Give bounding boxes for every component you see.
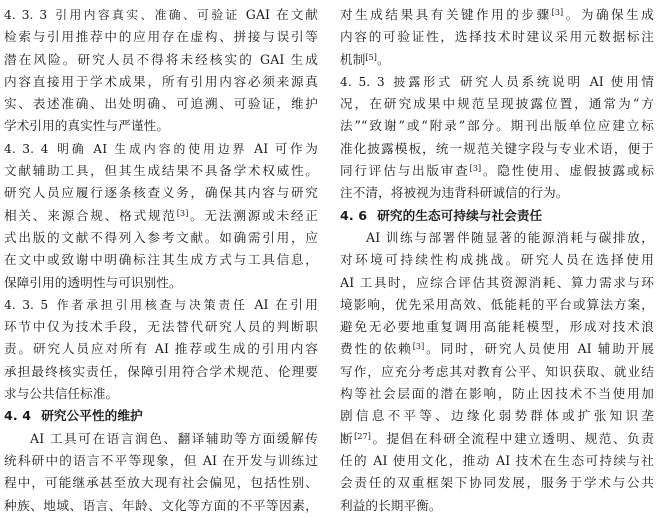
text-line: 责。研究人员应对所有 AI 推荐或生成的引用内容 xyxy=(4,341,318,357)
section-4-3-5-heading-line xyxy=(4,294,318,316)
text-line: 研究人员应履行逐条核查义务，确保其内容与研究 xyxy=(4,185,318,201)
text-line xyxy=(340,160,654,182)
text-line: 剧信息不平等、边缘化弱势群体或扩张知识垄 xyxy=(340,408,654,424)
text-fragment: 同行评估与出版审查 xyxy=(340,163,470,179)
text-line: 承担最终核实责任，保障引用符合学术规范、伦理要 xyxy=(4,363,318,379)
paragraph-text: GAI 在文献 xyxy=(245,7,318,22)
section-title: 引用内容真实、准确、可验证 xyxy=(55,8,240,22)
section-number: 4. 3. 3 xyxy=(4,8,48,22)
paragraph-text: AI 可作为 xyxy=(254,140,318,156)
section-number: 4. 3. 5 xyxy=(4,297,49,312)
text-line: 统科研中的语言不平等现象，但 AI 在开发与训练过 xyxy=(4,452,318,468)
text-fragment: 机制 xyxy=(340,51,366,67)
section-title: 披露形式 xyxy=(393,74,454,89)
citation-ref: [3] xyxy=(551,8,564,17)
citation-ref: [27] xyxy=(354,431,371,441)
section-number: 4. 4 xyxy=(4,408,32,424)
text-line xyxy=(4,428,318,450)
text-fragment: 。同时，研究人员使用 AI 辅助开展 xyxy=(424,341,654,357)
text-line: 会责任的双重框架下协同发展，服务于学术与公共 xyxy=(340,475,654,491)
text-fragment: 费性的依赖 xyxy=(340,341,413,357)
paragraph-text: 研究人员系统说明 AI 使用情 xyxy=(460,73,654,89)
text-fragment: 。无法溯源或未经正 xyxy=(188,207,318,223)
citation-ref: [3] xyxy=(412,342,425,352)
citation-ref: [5] xyxy=(365,52,378,62)
citation-ref: [3] xyxy=(469,164,482,174)
left-column xyxy=(4,4,318,517)
text-fragment: 对生成结果具有关键作用的步骤 xyxy=(340,7,552,22)
text-line: 式出版的文献不得列入参考文献。如确需引用，应 xyxy=(4,229,318,245)
text-line: 内容直接用于学术成果，所有引用内容必须来源真 xyxy=(4,73,318,89)
text-line: 况，在研究成果中规范呈现披露位置，通常为“方 xyxy=(340,96,654,112)
text-line: 境影响，优先采用高效、低能耗的平台或算法方案， xyxy=(340,296,654,312)
text-line: 求与公共信任标准。 xyxy=(4,386,119,402)
section-title: 作者承担引用核查与决策责任 xyxy=(56,297,248,312)
text-fragment: 断 xyxy=(340,430,355,446)
section-4-4-heading xyxy=(4,405,318,427)
text-line: 实、表述准确、出处明确、可追溯、可验证，维护 xyxy=(4,96,318,112)
text-line: 环节中仅为技术手段，无法替代研究人员的判断职 xyxy=(4,319,318,335)
text-line: 种族、地域、语言、年龄、文化等方面的不平等因素， xyxy=(4,497,318,513)
text-line xyxy=(340,227,654,249)
text-line: 保障引用的透明性与可识别性。 xyxy=(4,274,182,290)
text-line: 写作，应充分考虑其对教育公平、知识获取、就业结 xyxy=(340,363,654,379)
text-fragment: 。为确保生成 xyxy=(563,7,654,22)
citation-ref: [3] xyxy=(176,208,189,218)
text-line xyxy=(4,205,318,227)
text-fragment: AI 工具可在语言润色、翻译辅助等方面缓解传 xyxy=(30,430,318,446)
text-line: 对环境可持续性构成挑战。研究人员在选择使用 xyxy=(340,252,654,268)
text-line: 潜在风险。研究人员不得将未经核实的 GAI 生成 xyxy=(4,51,318,67)
text-line: 注不清，将被视为违背科研诚信的行为。 xyxy=(340,185,569,201)
text-fragment: 。隐性使用、虚假披露或标 xyxy=(481,163,654,179)
text-fragment: 相关、来源合规、格式规范 xyxy=(4,207,177,223)
text-fragment: 。 xyxy=(377,51,390,67)
section-4-3-4-heading-line xyxy=(4,138,318,160)
text-line: 利益的长期平衡。 xyxy=(340,497,442,513)
section-4-5-3-heading-line xyxy=(340,71,654,93)
text-line: 任的 AI 使用文化，推动 AI 技术在生态可持续与社 xyxy=(340,452,654,468)
text-line xyxy=(340,49,654,71)
section-4-3-3-heading-line xyxy=(4,4,318,26)
text-line: 法”“致谢”或“附录”部分。期刊出版单位应建立标 xyxy=(340,118,654,134)
right-column xyxy=(340,4,654,517)
text-line: AI 工具时，应综合评估其资源消耗、算力需求与环 xyxy=(340,274,654,290)
section-title: 研究的生态可持续与社会责任 xyxy=(377,207,543,223)
text-line: 内容的可验证性，选择技术时建议采用元数据标注 xyxy=(340,29,654,45)
text-line xyxy=(340,428,654,450)
text-line: 在文中或致谢中明确标注其生成方式与工具信息， xyxy=(4,252,318,268)
section-4-6-heading xyxy=(340,205,654,227)
text-line: 检索与引用推荐中的应用存在虚构、拼接与误引等 xyxy=(4,29,318,45)
text-fragment: AI 训练与部署伴随显著的能源消耗与碳排放， xyxy=(366,229,654,245)
paragraph-text: AI 在引用 xyxy=(254,296,318,312)
section-number: 4. 5. 3 xyxy=(340,74,385,89)
text-line: 程中，可能继承甚至放大现有社会偏见，包括性别、 xyxy=(4,475,318,491)
text-line xyxy=(340,338,654,360)
text-line: 构等社会层面的潜在影响，防止因技术不当使用加 xyxy=(340,386,654,402)
text-line: 学术引用的真实性与严谨性。 xyxy=(4,118,170,134)
text-line: 避免无必要地重复调用高能耗模型，形成对技术浪 xyxy=(340,319,654,335)
text-fragment: 。提倡在科研全流程中建立透明、规范、负责 xyxy=(370,430,654,446)
text-line: 文献辅助工具，但其生成结果不具备学术权威性。 xyxy=(4,163,318,179)
text-line: 准化披露模板，统一规范关键字段与专业术语，便于 xyxy=(340,140,654,156)
section-title: 研究公平性的维护 xyxy=(41,408,143,424)
section-number: 4. 3. 4 xyxy=(4,141,49,156)
section-number: 4. 6 xyxy=(340,207,368,223)
text-line xyxy=(340,4,654,26)
section-title: 明确 AI 生成内容的使用边界 xyxy=(57,141,248,156)
